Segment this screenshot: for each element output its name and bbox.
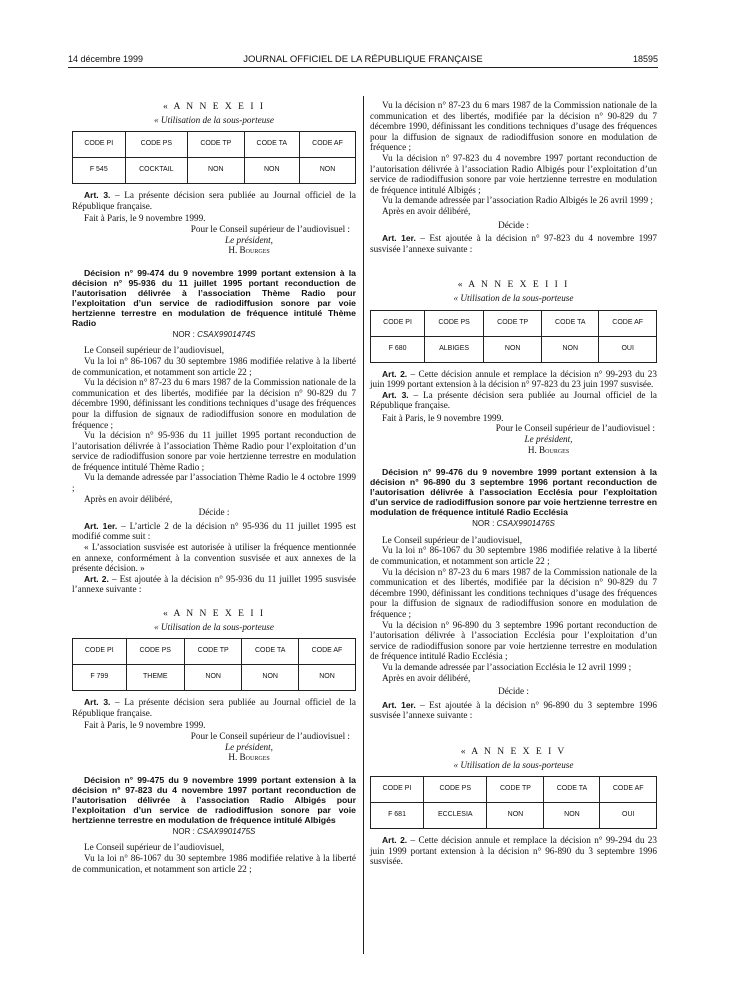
table-header-cell: CODE AF (298, 639, 355, 665)
decision-paragraph: Après en avoir délibéré, (382, 672, 471, 683)
signature-name: H. Bourges (228, 245, 270, 256)
table-row (371, 336, 657, 362)
table-header-cell: CODE AF (600, 777, 657, 803)
annex-subtitle: « Utilisation de la sous-porteuse (453, 759, 574, 770)
article-label: Art. 2. (84, 573, 109, 584)
signed-place-date: Fait à Paris, le 9 novembre 1999. (84, 213, 206, 224)
table-header-row (73, 132, 356, 158)
annex-table (370, 776, 657, 829)
table-cell: COCKTAIL (125, 158, 188, 184)
article-text: – La présente décision sera publiée au Journal officiel de la République française. (72, 697, 356, 718)
article-paragraph (72, 697, 356, 718)
decision-paragraph: Après en avoir délibéré, (84, 493, 173, 504)
article-label: Art. 1er. (382, 699, 416, 710)
signature-name: H. Bourges (228, 752, 270, 763)
article-paragraph (370, 835, 657, 867)
nor-code: CSAX9901474S (197, 329, 256, 339)
decision-paragraph: Vu la décision n° 87-23 du 6 mars 1987 de la Commission nationale de la communication et des libertés, modifiée par la décision n° 90-829 du 7 décembre 1990, définissant les conditions techniques d’usage des fréquences pour la diffusion de signaux de radiodiffusion sonore en modulation de fréquence ; (370, 100, 657, 153)
decision-title: Décision n° 99-474 du 9 novembre 1999 portant extension à la décision n° 95-936 du 11 juillet 1995 portant reconduction de l’autorisation délivrée à l’association Thème Radio pour l’exploitation d’un service de radiodiffusion sonore par voie hertzienne terrestre en modulation de fréquence intitulé Thème Radio (72, 267, 356, 328)
annex-subtitle: « Utilisation de la sous-porteuse (154, 114, 274, 125)
article-paragraph (72, 190, 356, 211)
table-header-cell: CODE PI (73, 639, 127, 665)
decision-paragraph: Après en avoir délibéré, (382, 205, 471, 216)
table-header-cell: CODE TP (188, 132, 244, 158)
signed-place-date: Fait à Paris, le 9 novembre 1999. (84, 720, 206, 731)
signature-line: Pour le Conseil supérieur de l’audiovisuel : (190, 730, 350, 741)
table-row (371, 803, 657, 829)
table-cell: THEME (126, 665, 184, 691)
nor-reference (370, 519, 657, 530)
decision-title: Décision n° 99-475 du 9 novembre 1999 portant extension à la décision n° 97-823 du 4 novembre 1997 portant reconduction de l’autorisation délivrée à l’association Radio Albigés pour l’exploitation d’un service de radiodiffusion sonore par voie hertzienne terrestre en modulation de fréquence intitulé Albigés (72, 774, 356, 825)
article-label: Art. 2. (382, 368, 408, 379)
article-label: Art. 1er. (84, 520, 118, 531)
table-header-cell: CODE TA (542, 310, 599, 336)
table-cell: NON (484, 336, 542, 362)
table-header-cell: CODE PS (126, 639, 184, 665)
article-text: – L’article 2 de la décision n° 95-936 du 11 juillet 1995 est modifié comme suit : (72, 520, 357, 542)
annex-title: « A N N E X E I I I (457, 280, 570, 291)
decision-paragraph: Vu la demande adressée par l’association Radio Albigés le 26 avril 1999 ; (382, 195, 653, 206)
decision-paragraph: Le Conseil supérieur de l’audiovisuel, (84, 842, 225, 853)
table-cell: ALBIGES (425, 336, 484, 362)
article-label: Art. 1er. (382, 233, 416, 244)
signature-line: Pour le Conseil supérieur de l’audiovisuel : (495, 423, 655, 434)
signature-role: Le président, (524, 434, 573, 445)
decision-paragraph: Vu la loi n° 86-1067 du 30 septembre 1986 modifiée relative à la liberté de communication, et notamment son article 22 ; (72, 355, 356, 377)
table-cell: NON (300, 158, 356, 184)
decide-heading: Décide : (498, 219, 529, 230)
article-label: Art. 2. (382, 835, 408, 846)
table-cell: F 680 (371, 336, 425, 362)
decide-heading: Décide : (198, 507, 230, 518)
decision-paragraph: Vu la décision n° 87-23 du 6 mars 1987 de la Commission nationale de la communication et des libertés, modifiée par la décision n° 90-829 du 7 décembre 1990, définissant les conditions techniques d’usage des fréquences pour la diffusion de signaux de radiodiffusion sonore en modulation de fréquence ; (72, 377, 356, 430)
table-cell: NON (298, 665, 355, 691)
header-journal-title: JOURNAL OFFICIEL DE LA RÉPUBLIQUE FRANÇAISE (243, 54, 483, 65)
table-cell: OUI (599, 336, 657, 362)
signature-name: H. Bourges (527, 444, 570, 455)
table-cell: OUI (600, 803, 657, 829)
table-cell: F 799 (73, 665, 127, 691)
table-cell: NON (244, 158, 299, 184)
annex-subtitle: « Utilisation de la sous-porteuse (154, 621, 274, 632)
nor-label: NOR : (472, 519, 497, 529)
nor-label: NOR : (172, 329, 198, 339)
decision-paragraph: Vu la décision n° 87-23 du 6 mars 1987 de la Commission nationale de la communication et des libertés, modifiée par la décision n° 90-829 du 7 décembre 1990, définissant les conditions techniques d’usage des fréquences pour la diffusion de signaux de radiodiffusion sonore en modulation de fréquence ; (370, 566, 657, 619)
decide-heading: Décide : (498, 686, 529, 697)
header-page-number: 18595 (632, 54, 658, 64)
table-header-cell: CODE TP (484, 310, 542, 336)
article-label: Art. 3. (84, 697, 111, 708)
column-divider (363, 96, 364, 954)
table-header-cell: CODE TA (242, 639, 299, 665)
annex-table (72, 638, 356, 691)
table-row (73, 158, 356, 184)
nor-reference (72, 827, 356, 838)
header-date: 14 décembre 1999 (68, 54, 144, 64)
left-column (72, 100, 356, 874)
table-cell: ECCLESIA (424, 803, 487, 829)
annex-table (370, 310, 657, 363)
article-text: – Est ajoutée à la décision n° 96-890 du 3 septembre 1996 susvisée l’annexe suivante : (370, 699, 657, 721)
signature-role: Le président, (225, 741, 273, 752)
article-paragraph (72, 521, 356, 542)
table-row (73, 665, 356, 691)
article-label: Art. 3. (382, 389, 409, 400)
table-header-cell: CODE AF (599, 310, 657, 336)
decision-paragraph: Le Conseil supérieur de l’audiovisuel, (84, 345, 225, 356)
table-header-row (73, 639, 356, 665)
table-cell: NON (542, 336, 599, 362)
table-cell: F 545 (73, 158, 126, 184)
table-cell: NON (188, 158, 244, 184)
table-header-cell: CODE PI (371, 310, 425, 336)
table-header-cell: CODE PS (424, 777, 487, 803)
table-cell: NON (487, 803, 544, 829)
article-paragraph (370, 700, 657, 721)
signature-role: Le président, (225, 234, 273, 245)
annex-title: « A N N E X E I I (162, 609, 266, 619)
article-label: Art. 3. (84, 190, 111, 201)
page-header (68, 54, 658, 68)
article-paragraph (370, 233, 657, 254)
article-text: – Est ajoutée à la décision n° 95-936 du 11 juillet 1995 susvisée l’annexe suivante : (72, 573, 356, 595)
nor-code: CSAX9901475S (197, 826, 256, 836)
article-quote: « L’association susvisée est autorisée à utiliser la fréquence mentionnée en annexe, conformément à la convention susvisée et aux annexes de la présente décision. » (72, 542, 356, 574)
nor-reference (72, 330, 356, 341)
article-paragraph (72, 574, 356, 595)
table-cell: NON (184, 665, 241, 691)
decision-title: Décision n° 99-476 du 9 novembre 1999 portant extension à la décision n° 96-890 du 3 septembre 1996 portant reconduction de l’autorisation délivrée à l’association Ecclésia pour l’exploitation d’un service de radiodiffusion sonore par voie hertzienne terrestre en modulation de fréquence intitulé Radio Ecclésia (370, 467, 657, 518)
table-header-cell: CODE TP (487, 777, 544, 803)
table-header-cell: CODE AF (300, 132, 356, 158)
annex-table (72, 131, 356, 184)
signature-line: Pour le Conseil supérieur de l’audiovisuel : (190, 223, 350, 234)
decision-paragraph: Vu la décision n° 95-936 du 11 juillet 1995 portant reconduction de l’autorisation délivrée à l’association Thème Radio pour l’exploitation d’un service de radiodiffusion sonore par voie hertzienne terrestre en modulation de fréquence intitulé Thème Radio ; (72, 430, 356, 472)
table-header-cell: CODE PI (73, 132, 126, 158)
table-cell: NON (544, 803, 600, 829)
table-header-cell: CODE TP (184, 639, 241, 665)
annex-title: « A N N E X E I V (460, 746, 567, 757)
decision-paragraph: Vu la loi n° 86-1067 du 30 septembre 1986 modifiée relative à la liberté de communication, et notamment son article 22 ; (72, 852, 356, 874)
table-header-cell: CODE PI (371, 777, 424, 803)
table-header-row (371, 310, 657, 336)
decision-paragraph: Vu la loi n° 86-1067 du 30 septembre 1986 modifiée relative à la liberté de communication, et notamment son article 22 ; (370, 545, 657, 567)
article-paragraph (370, 390, 657, 411)
decision-paragraph: Vu la demande adressée par l’association Ecclésia le 12 avril 1999 ; (382, 661, 632, 672)
article-paragraph (370, 369, 657, 390)
article-text: – La présente décision sera publiée au Journal officiel de la République française. (370, 389, 657, 411)
right-column (370, 100, 657, 867)
nor-label: NOR : (172, 826, 198, 836)
nor-code: CSAX9901476S (496, 519, 555, 529)
table-cell: NON (242, 665, 299, 691)
signed-place-date: Fait à Paris, le 9 novembre 1999. (382, 412, 504, 423)
header-rule (68, 67, 658, 68)
annex-subtitle: « Utilisation de la sous-porteuse (453, 292, 574, 303)
table-header-cell: CODE TA (544, 777, 600, 803)
table-header-row (371, 777, 657, 803)
article-text: – Cette décision annule et remplace la décision n° 99-293 du 23 juin 1999 portant extension à la décision n° 97-823 du 23 juin 1997 susvisée. (370, 368, 657, 390)
table-cell: F 681 (371, 803, 424, 829)
article-text: – Cette décision annule et remplace la décision n° 99-294 du 23 juin 1999 portant extension à la décision n° 96-890 du 3 septembre 1996 susvisée. (370, 835, 657, 867)
table-header-cell: CODE PS (425, 310, 484, 336)
decision-paragraph: Vu la demande adressée par l’association Thème Radio le 4 octobre 1999 ; (72, 472, 356, 494)
table-header-cell: CODE TA (244, 132, 299, 158)
article-text: – Est ajoutée à la décision n° 97-823 du 4 novembre 1997 susvisée l’annexe suivante : (370, 233, 658, 254)
annex-title: « A N N E X E I I (162, 102, 266, 112)
article-text: – La présente décision sera publiée au Journal officiel de la République française. (72, 190, 356, 211)
decision-paragraph: Vu la décision n° 96-890 du 3 septembre 1996 portant reconduction de l’autorisation délivrée à l’association Ecclésia pour l’exploitation d’un service de radiodiffusion sonore par voie hertzienne terrestre en modulation de fréquence intitulé Radio Ecclésia ; (370, 619, 657, 662)
table-header-cell: CODE PS (125, 132, 188, 158)
decision-paragraph: Le Conseil supérieur de l’audiovisuel, (382, 534, 523, 545)
decision-paragraph: Vu la décision n° 97-823 du 4 novembre 1997 portant reconduction de l’autorisation délivrée à l’association Radio Albigés pour l’exploitation d’un service de radiodiffusion sonore par voie hertzienne terrestre en modulation de fréquence intitulé Albigés ; (370, 152, 657, 195)
